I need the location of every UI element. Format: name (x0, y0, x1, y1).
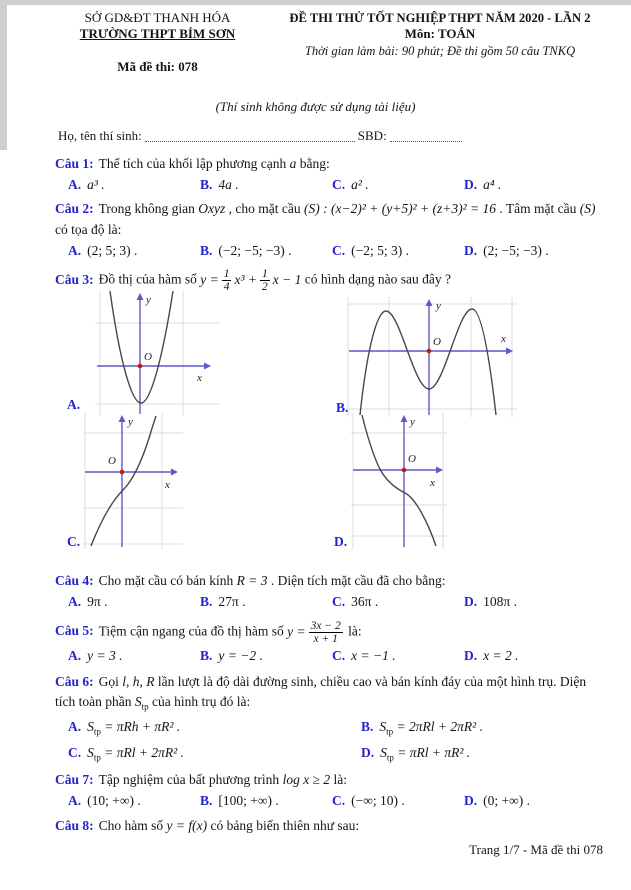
option-1a: A. a³ . (68, 177, 105, 192)
graph-d-x-arrow (436, 467, 443, 474)
question-6-options-row1 (68, 717, 596, 739)
graph-d-y-label: y (410, 416, 415, 429)
graph-a-y-arrow (137, 293, 144, 300)
option-2c: C. (−2; 5; 3) . (332, 242, 409, 258)
graph-b-origin-label: O (433, 336, 441, 349)
option-7d: D. (0; +∞) . (464, 793, 530, 809)
graph-c-origin-dot (120, 470, 125, 475)
sbd-label: SBD: (357, 127, 387, 143)
questions (55, 154, 596, 837)
question-1-text2: bằng: (296, 155, 330, 171)
question-6-label: Câu 6: (55, 674, 94, 689)
question-2-label: Câu 2: (55, 201, 94, 217)
option-4b: B. 27π . (200, 594, 246, 610)
header-left (40, 10, 275, 75)
graph-a-curve (110, 291, 173, 403)
option-4c: C. 36π . (332, 594, 379, 610)
option-6a: A. $S_{tp} = \pi Rh + \pi R^2$ . (68, 719, 181, 738)
option-5c: C. x = −1 . (332, 647, 396, 663)
graph-d-y-arrow (401, 415, 408, 422)
question-8: Câu 8: Cho hàm số y = f(x) có bảng biến thiên như sau: (55, 818, 360, 834)
graph-a-grid (95, 291, 220, 416)
option-6d: D. $S_{tp} = \pi Rl + \pi R^2$ . (361, 744, 471, 763)
option-7c: C. (−∞; 10) . (332, 793, 405, 809)
graph-b (347, 297, 517, 417)
option-4a: A. 9π . (68, 594, 108, 610)
graph-d-origin-dot (402, 468, 407, 473)
header-right (275, 10, 605, 75)
option-1d: D. a⁴ . (464, 177, 502, 192)
question-7-options (68, 791, 596, 811)
graph-c-y-arrow (119, 415, 126, 422)
scan-edge-left (0, 0, 7, 150)
graph-c-curve (91, 416, 156, 546)
option-4d: D. 108π . (464, 594, 517, 610)
graph-c (83, 413, 183, 549)
question-4-options (68, 592, 596, 612)
question-2: Câu 2: Trong không gian Oxyz , cho mặt cầu (S) : (x−2)² + (y+5)² + (z+3)² = 16 . Tâm mặt cầu (S) có tọa độ là: (55, 201, 596, 237)
graph-b-origin-dot (427, 349, 432, 354)
graph-b-grid (347, 297, 517, 417)
question-7-label: Câu 7: (55, 771, 94, 787)
option-2a: A. (2; 5; 3) . (68, 242, 138, 258)
graph-a-letter: A. (67, 397, 81, 413)
graph-d-letter: D. (334, 534, 348, 550)
graph-a-y-label: y (146, 294, 151, 307)
question-7: Câu 7: Tập nghiệm của bất phương trình log x ≥ 2 là: (55, 771, 347, 787)
exam-code: Mã đề thi: 078 (117, 58, 198, 74)
option-2b: B. (−2; −5; −3) . (200, 242, 292, 258)
option-5b: B. y = −2 . (200, 647, 263, 663)
graph-c-origin-label: O (108, 455, 116, 468)
exam-note: (Thí sinh không được sử dụng tài liệu) (215, 98, 416, 114)
scan-edge-top (0, 0, 631, 5)
option-6c: C. $S_{tp} = \pi Rl + 2\pi R^2$ . (68, 744, 184, 763)
page-footer: Trang 1/7 - Mã đề thi 078 (469, 842, 603, 857)
graph-c-x-arrow (171, 469, 178, 476)
exam-duration: Thời gian làm bài: 90 phút; Đề thi gồm 50 câu TNKQ (304, 44, 576, 59)
question-4-label: Câu 4: (55, 573, 94, 589)
candidate-line (58, 128, 591, 144)
question-5-label: Câu 5: (55, 623, 94, 639)
graph-a (95, 291, 220, 416)
question-1-math: a (289, 155, 297, 171)
graph-c-y-label: y (128, 416, 133, 429)
option-7b: B. [100; +∞) . (200, 793, 279, 809)
option-2d: D. (2; −5; −3) . (464, 242, 549, 258)
question-3-graphs (55, 295, 596, 567)
graph-a-x-arrow (204, 363, 211, 370)
question-2-equation: (x−2)² + (y+5)² + (z+3)² = 16 (327, 201, 497, 217)
exam-title: ĐỀ THI THỬ TỐT NGHIỆP THPT NĂM 2020 - LẦN 2 (289, 11, 591, 25)
graph-b-x-label: x (501, 333, 506, 346)
question-3-label: Câu 3: (55, 271, 94, 287)
graph-b-letter: B. (336, 400, 349, 416)
graph-b-y-arrow (426, 299, 433, 306)
question-1 (55, 154, 596, 174)
question-1-text: Thể tích của khối lập phương cạnh (98, 155, 290, 171)
graph-a-origin-dot (138, 364, 143, 369)
option-7a: A. (10; +∞) . (68, 793, 141, 809)
option-5a: A. y = 3 . (68, 647, 123, 663)
candidate-name-label: Họ, tên thí sinh: (58, 127, 142, 143)
graph-d (351, 413, 447, 549)
school-name: TRƯỜNG THPT BỈM SƠN (79, 26, 236, 42)
question-3-formula: y = $\frac{1}{4}$ x³ + $\frac{1}{2}$ x − 1 (200, 268, 302, 294)
option-6b: B. $S_{tp} = 2\pi Rl + 2\pi R^2$ . (361, 719, 483, 738)
graph-a-x-label: x (197, 372, 202, 385)
question-5-options (68, 646, 596, 666)
question-1-label: Câu 1: (55, 155, 94, 171)
candidate-name-blank (145, 129, 355, 142)
option-1c: C. a² . (332, 177, 369, 192)
question-1-options (68, 175, 596, 195)
exam-subject: Môn: TOÁN (404, 26, 476, 42)
graph-d-x-label: x (430, 477, 435, 490)
graph-d-origin-label: O (408, 453, 416, 466)
graph-d-curve (362, 415, 436, 546)
option-5d: D. x = 2 . (464, 647, 519, 663)
graph-c-letter: C. (67, 534, 81, 550)
sbd-blank (390, 129, 462, 142)
option-1b: B. 4a . (200, 177, 239, 192)
graph-c-x-label: x (165, 479, 170, 492)
department-name: SỞ GD&ĐT THANH HÓA (84, 10, 231, 25)
question-5-formula: y = $\frac{3x - 2}{x + 1}$ (287, 619, 341, 645)
question-2-options (68, 241, 596, 261)
question-8-label: Câu 8: (55, 818, 94, 834)
graph-b-curve (360, 309, 496, 415)
question-6-options-row2 (68, 743, 596, 765)
question-6: Câu 6: Gọi l, h, R lần lượt là độ dài đường sinh, chiều cao và bán kính đáy của một hình trụ. Diện tích toàn phần $S_{tp}$ của hình trụ đó là: (55, 674, 587, 712)
graph-b-y-label: y (436, 300, 441, 313)
question-5: Câu 5: Tiệm cận ngang của đồ thị hàm số y = $\frac{3x - 2}{x + 1}$ là: (55, 619, 362, 645)
question-4: Câu 4: Cho mặt cầu có bán kính R = 3 . Diện tích mặt cầu đã cho bằng: (55, 573, 446, 589)
graph-a-origin-label: O (144, 351, 152, 364)
header (0, 0, 631, 75)
question-3: Câu 3: Đồ thị của hàm số y = $\frac{1}{4}$ x³ + $\frac{1}{2}$ x − 1 có hình dạng nào sau đây ? (55, 268, 451, 294)
